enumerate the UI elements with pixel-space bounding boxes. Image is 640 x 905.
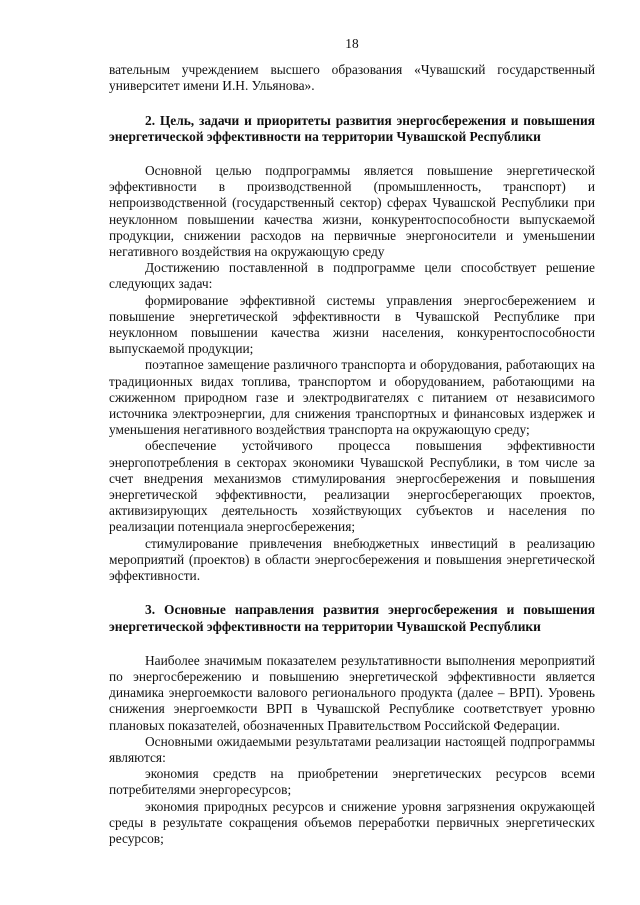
section-3-paragraph: Наиболее значимым показателем результативности выполнения мероприятий по энергосбережению и повышению энергетической эффективности является динамика энергоемкости валового регионального продукта (далее – ВРП). Уровень снижения энергоемкости ВРП в Чувашской Республике соответствует уровню плановых показателей, обозначенных Правительством Российской Федерации.	[109, 652, 595, 733]
section-2-paragraph: поэтапное замещение различного транспорта и оборудования, работающих на традиционных видах топлива, транспортом и оборудованием, работающими на сжиженном природном газе и электродвигателях с питанием от независимого источника электроэнергии, для снижения транспортных и финансовых издержек и уменьшения негативного воздействия транспорта на окружающую среду;	[109, 357, 595, 438]
section-2-paragraph: формирование эффективной системы управления энергосбережением и повышение энергетической эффективности в Чувашской Республике при неуклонном повышении качества жизни населения, конкурентоспособности выпускаемой продукции;	[109, 292, 595, 357]
section-2-paragraph: обеспечение устойчивого процесса повышения эффективности энергопотребления в секторах экономики Чувашской Республики, в том числе за счет внедрения механизмов стимулирования энергосбережения и повышения энергетической эффективности, реализации энергосберегающих проектов, активизирующих деятельность хозяйствующих субъектов и населения по реализации потенциала энергосбережения;	[109, 438, 595, 535]
intro-continuation: вательным учреждением высшего образования «Чувашский государственный университет имени И.Н. Ульянова».	[109, 62, 595, 94]
section-3-paragraph: экономия средств на приобретении энергетических ресурсов всеми потребителями энергоресурсов;	[109, 766, 595, 798]
section-2-paragraph: Достижению поставленной в подпрограмме цели способствует решение следующих задач:	[109, 260, 595, 292]
section-2-paragraph: Основной целью подпрограммы является повышение энергетической эффективности в производственной (промышленность, транспорт) и непроизводственной (государственный сектор) сферах Чувашской Республики при неуклонном повышении качества жизни, конкурентоспособности выпускаемой продукции, снижении расходов на первичные энергоносители и уменьшении негативного воздействия на окружающую среду	[109, 163, 595, 260]
section-2-paragraph: стимулирование привлечения внебюджетных инвестиций в реализацию мероприятий (проектов) в области энергосбережения и повышения энергетической эффективности.	[109, 535, 595, 584]
section-3-paragraph: Основными ожидаемыми результатами реализации настоящей подпрограммы являются:	[109, 733, 595, 765]
page-number: 18	[345, 36, 359, 51]
document-page	[109, 36, 595, 847]
section-3-heading: 3. Основные направления развития энергосбережения и повышения энергетической эффективности на территории Чувашской Республики	[109, 602, 595, 634]
section-3-paragraph: экономия природных ресурсов и снижение уровня загрязнения окружающей среды в результате сокращения объемов переработки первичных энергетических ресурсов;	[109, 798, 595, 846]
section-2-heading: 2. Цель, задачи и приоритеты развития энергосбережения и повышения энергетической эффективности на территории Чувашской Республики	[109, 112, 595, 144]
